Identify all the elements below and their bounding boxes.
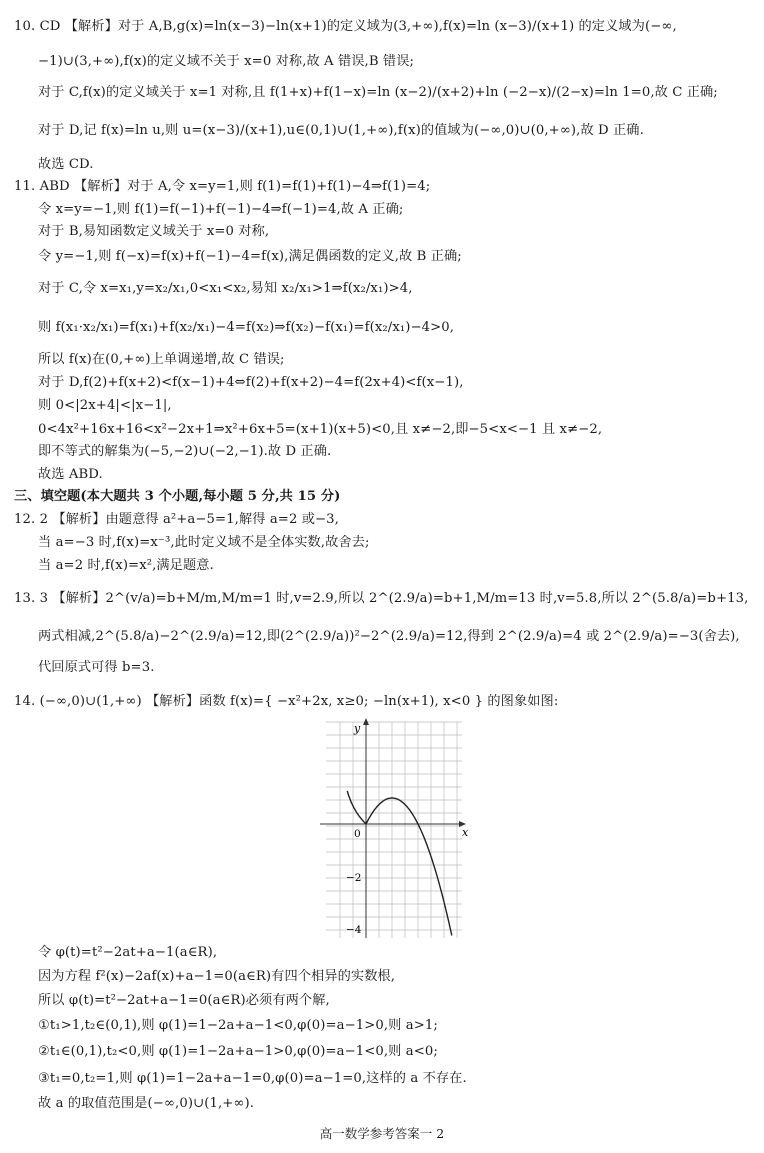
function-graph (316, 716, 476, 942)
solution-line: ③t₁=0,t₂=1,则 φ(1)=1−2a+a−1=0,φ(0)=a−1=0,这样的 a 不存在. (38, 1071, 467, 1086)
solution-line: 令 x=y=−1,则 f(1)=f(−1)+f(−1)−4⇒f(−1)=4,故 A 正确; (38, 202, 404, 217)
graph-grid (326, 722, 462, 938)
solution-line: 所以 f(x)在(0,+∞)上单调递增,故 C 错误; (38, 352, 285, 367)
solution-line: 所以 φ(t)=t²−2at+a−1=0(a∈R)必须有两个解, (38, 993, 330, 1008)
solution-line: 11. ABD 【解析】对于 A,令 x=y=1,则 f(1)=f(1)+f(1)−4⇒f(1)=4; (14, 179, 431, 194)
solution-line: 当 a=2 时,f(x)=x²,满足题意. (38, 558, 214, 573)
solution-line: 故选 ABD. (38, 467, 103, 482)
solution-line: 则 0<|2x+4|<|x−1|, (38, 398, 172, 413)
solution-line: 代回原式可得 b=3. (38, 660, 155, 675)
x-axis-label: x (462, 826, 469, 839)
solution-line: 故选 CD. (38, 157, 94, 172)
solution-line: 10. CD 【解析】对于 A,B,g(x)=ln(x−3)−ln(x+1)的定义域为(3,+∞),f(x)=ln (x−3)/(x+1) 的定义域为(−∞, (14, 19, 677, 34)
solution-line: 故 a 的取值范围是(−∞,0)∪(1,+∞). (38, 1096, 255, 1111)
solution-line: ①t₁>1,t₂∈(0,1),则 φ(1)=1−2a+a−1<0,φ(0)=a−1>0,则 a>1; (38, 1018, 438, 1033)
solution-line: 13. 3 【解析】2^(v/a)=b+M/m,M/m=1 时,v=2.9,所以 2^(2.9/a)=b+1,M/m=13 时,v=5.8,所以 2^(5.8/a)=b+13, (14, 591, 749, 606)
solution-line: 12. 2 【解析】由题意得 a²+a−5=1,解得 a=2 或−3, (14, 512, 339, 527)
y-axis-label: y (354, 722, 361, 735)
origin-label: 0 (354, 828, 361, 840)
function-curve (347, 791, 452, 936)
section-heading: 三、填空题(本大题共 3 个小题,每小题 5 分,共 15 分) (14, 489, 341, 504)
solution-line: 14. (−∞,0)∪(1,+∞) 【解析】函数 f(x)={ −x²+2x, x≥0; −ln(x+1), x<0 } 的图象如图: (14, 694, 559, 709)
solution-line: 对于 D,记 f(x)=ln u,则 u=(x−3)/(x+1),u∈(0,1)∪(1,+∞),f(x)的值域为(−∞,0)∪(0,+∞),故 D 正确. (38, 123, 644, 138)
solution-line: −1)∪(3,+∞),f(x)的定义域不关于 x=0 对称,故 A 错误,B 错误; (38, 54, 415, 69)
tick-label-minus-2: −2 (346, 872, 362, 884)
page-footer: 高一数学参考答案一 2 (319, 1126, 445, 1141)
solution-line: 对于 B,易知函数定义域关于 x=0 对称, (38, 224, 270, 239)
y-axis-arrow (363, 718, 369, 725)
solution-line: 因为方程 f²(x)−2af(x)+a−1=0(a∈R)有四个相异的实数根, (38, 969, 396, 984)
solution-line: 对于 C,f(x)的定义域关于 x=1 对称,且 f(1+x)+f(1−x)=ln (x−2)/(x+2)+ln (−2−x)/(2−x)=ln 1=0,故 C 正确; (38, 85, 718, 100)
solution-line: ②t₁∈(0,1),t₂<0,则 φ(1)=1−2a+a−1>0,φ(0)=a−1<0,则 a<0; (38, 1044, 438, 1059)
solution-line: 令 φ(t)=t²−2at+a−1(a∈R), (38, 945, 218, 960)
solution-line: 则 f(x₁·x₂/x₁)=f(x₁)+f(x₂/x₁)−4=f(x₂)⇒f(x₂)−f(x₁)=f(x₂/x₁)−4>0, (38, 320, 455, 335)
solution-line: 0<4x²+16x+16<x²−2x+1⇒x²+6x+5=(x+1)(x+5)<0,且 x≠−2,即−5<x<−1 且 x≠−2, (38, 422, 603, 437)
solution-line: 即不等式的解集为(−5,−2)∪(−2,−1).故 D 正确. (38, 444, 332, 459)
tick-label-minus-4: −4 (346, 924, 362, 936)
solution-line: 两式相减,2^(5.8/a)−2^(2.9/a)=12,即(2^(2.9/a))²−2^(2.9/a)=12,得到 2^(2.9/a)=4 或 2^(2.9/a)=−3(舍去), (38, 629, 740, 644)
solution-line: 对于 C,令 x=x₁,y=x₂/x₁,0<x₁<x₂,易知 x₂/x₁>1⇒f(x₂/x₁)>4, (38, 281, 413, 296)
solution-line: 对于 D,f(2)+f(x+2)<f(x−1)+4⇔f(2)+f(x+2)−4=f(2x+4)<f(x−1), (38, 375, 464, 390)
solution-line: 令 y=−1,则 f(−x)=f(x)+f(−1)−4=f(x),满足偶函数的定义,故 B 正确; (38, 249, 462, 264)
solution-line: 当 a=−3 时,f(x)=x⁻³,此时定义域不是全体实数,故舍去; (38, 535, 370, 550)
